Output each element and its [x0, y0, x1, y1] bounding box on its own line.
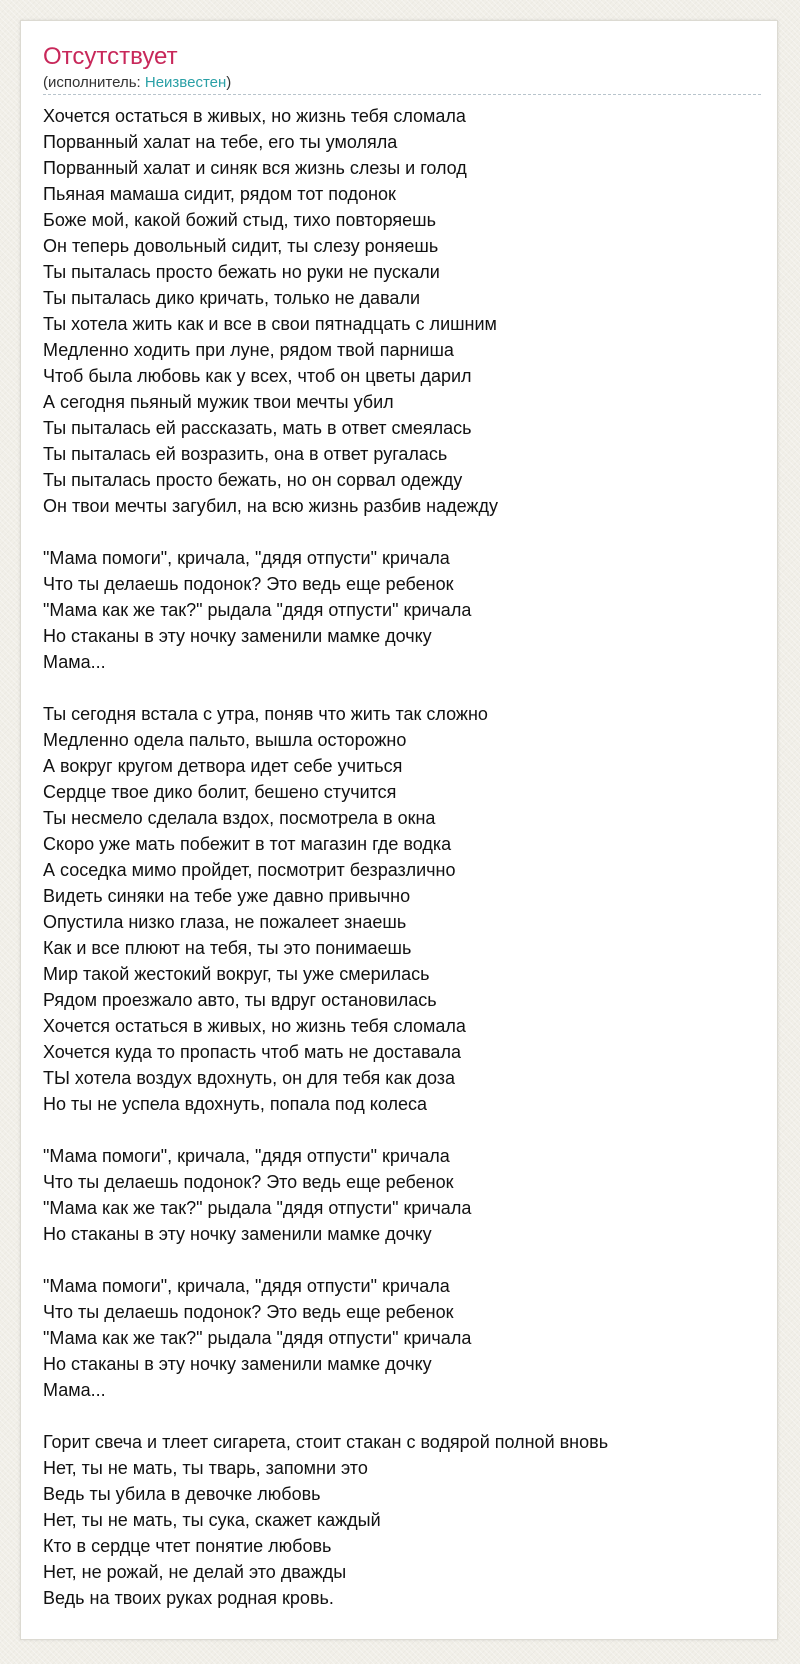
lyric-line: Опустила низко глаза, не пожалеет знаешь: [43, 912, 407, 932]
lyrics-body: [43, 103, 761, 1611]
lyric-line: "Мама как же так?" рыдала "дядя отпусти" кричала: [43, 600, 472, 620]
lyric-line: Мама...: [43, 652, 106, 672]
lyric-line: Ты несмело сделала вздох, посмотрела в окна: [43, 808, 436, 828]
lyric-line: Но ты не успела вдохнуть, попала под колеса: [43, 1094, 427, 1114]
artist-line: [43, 73, 761, 95]
lyric-line: Что ты делаешь подонок? Это ведь еще ребенок: [43, 1172, 454, 1192]
lyric-line: Хочется остаться в живых, но жизнь тебя сломала: [43, 1016, 466, 1036]
stanza-gap: [43, 1403, 761, 1429]
lyric-line: Порванный халат и синяк вся жизнь слезы и голод: [43, 158, 467, 178]
lyric-line: Ты пыталась просто бежать, но он сорвал одежду: [43, 470, 463, 490]
lyric-line: Мир такой жестокий вокруг, ты уже смерилась: [43, 964, 430, 984]
artist-link[interactable]: Неизвестен: [144, 74, 227, 91]
lyric-line: А соседка мимо пройдет, посмотрит безразлично: [43, 860, 456, 880]
lyric-line: Ты хотела жить как и все в свои пятнадцать с лишним: [43, 314, 497, 334]
stanza: [43, 1273, 761, 1403]
lyric-line: Ты сегодня встала с утра, поняв что жить так сложно: [43, 704, 488, 724]
lyric-line: Он теперь довольный сидит, ты слезу роняешь: [43, 236, 439, 256]
lyric-line: Нет, не рожай, не делай это дважды: [43, 1562, 347, 1582]
lyric-line: Боже мой, какой божий стыд, тихо повторяешь: [43, 210, 436, 230]
lyrics-card: [20, 20, 778, 1640]
lyric-line: Что ты делаешь подонок? Это ведь еще ребенок: [43, 574, 454, 594]
lyric-line: Но стаканы в эту ночку заменили мамке дочку: [43, 1224, 432, 1244]
lyric-line: Ты пыталась ей возразить, она в ответ ругалась: [43, 444, 448, 464]
lyric-line: "Мама помоги", кричала, "дядя отпусти" кричала: [43, 1276, 450, 1296]
stanza: [43, 545, 761, 675]
lyric-line: Медленно ходить при луне, рядом твой парниша: [43, 340, 454, 360]
lyric-line: "Мама как же так?" рыдала "дядя отпусти" кричала: [43, 1198, 472, 1218]
stanza-gap: [43, 1247, 761, 1273]
lyric-line: А вокруг кругом детвора идет себе учиться: [43, 756, 403, 776]
lyric-line: Видеть синяки на тебе уже давно привычно: [43, 886, 411, 906]
lyric-line: Рядом проезжало авто, ты вдруг остановилась: [43, 990, 437, 1010]
stanza-gap: [43, 519, 761, 545]
lyric-line: Но стаканы в эту ночку заменили мамке дочку: [43, 1354, 432, 1374]
lyric-line: Мама...: [43, 1380, 106, 1400]
lyric-line: "Мама помоги", кричала, "дядя отпусти" кричала: [43, 548, 450, 568]
song-header: [43, 43, 761, 95]
stanza: [43, 1429, 761, 1611]
lyric-line: Горит свеча и тлеет сигарета, стоит стакан с водярой полной вновь: [43, 1432, 609, 1452]
lyric-line: Ведь на твоих руках родная кровь.: [43, 1588, 334, 1608]
lyric-line: Ведь ты убила в девочке любовь: [43, 1484, 321, 1504]
lyric-line: Сердце твое дико болит, бешено стучится: [43, 782, 397, 802]
artist-prefix: (исполнитель:: [43, 74, 145, 91]
stanza: [43, 701, 761, 1117]
lyric-line: ТЫ хотела воздух вдохнуть, он для тебя как доза: [43, 1068, 456, 1088]
stanza-gap: [43, 1117, 761, 1143]
lyric-line: Порванный халат на тебе, его ты умоляла: [43, 132, 398, 152]
lyric-line: Кто в сердце чтет понятие любовь: [43, 1536, 332, 1556]
lyric-line: Нет, ты не мать, ты сука, скажет каждый: [43, 1510, 381, 1530]
lyric-line: Хочется остаться в живых, но жизнь тебя сломала: [43, 106, 466, 126]
lyric-line: Нет, ты не мать, ты тварь, запомни это: [43, 1458, 368, 1478]
stanza: [43, 1143, 761, 1247]
lyric-line: Хочется куда то пропасть чтоб мать не доставала: [43, 1042, 461, 1062]
lyric-line: Он твои мечты загубил, на всю жизнь разбив надежду: [43, 496, 498, 516]
artist-suffix: ): [226, 74, 232, 91]
lyric-line: Как и все плюют на тебя, ты это понимаешь: [43, 938, 412, 958]
lyric-line: Что ты делаешь подонок? Это ведь еще ребенок: [43, 1302, 454, 1322]
lyric-line: Чтоб была любовь как у всех, чтоб он цветы дарил: [43, 366, 472, 386]
lyric-line: Ты пыталась ей рассказать, мать в ответ смеялась: [43, 418, 472, 438]
lyric-line: "Мама помоги", кричала, "дядя отпусти" кричала: [43, 1146, 450, 1166]
lyric-line: Ты пыталась дико кричать, только не давали: [43, 288, 420, 308]
song-title: Отсутствует: [43, 43, 178, 70]
lyric-line: Медленно одела пальто, вышла осторожно: [43, 730, 407, 750]
lyric-line: Скоро уже мать побежит в тот магазин где водка: [43, 834, 452, 854]
stanza: [43, 103, 761, 519]
lyric-line: А сегодня пьяный мужик твои мечты убил: [43, 392, 394, 412]
lyric-line: Ты пыталась просто бежать но руки не пускали: [43, 262, 440, 282]
lyric-line: Но стаканы в эту ночку заменили мамке дочку: [43, 626, 432, 646]
lyric-line: "Мама как же так?" рыдала "дядя отпусти" кричала: [43, 1328, 472, 1348]
lyric-line: Пьяная мамаша сидит, рядом тот подонок: [43, 184, 396, 204]
stanza-gap: [43, 675, 761, 701]
